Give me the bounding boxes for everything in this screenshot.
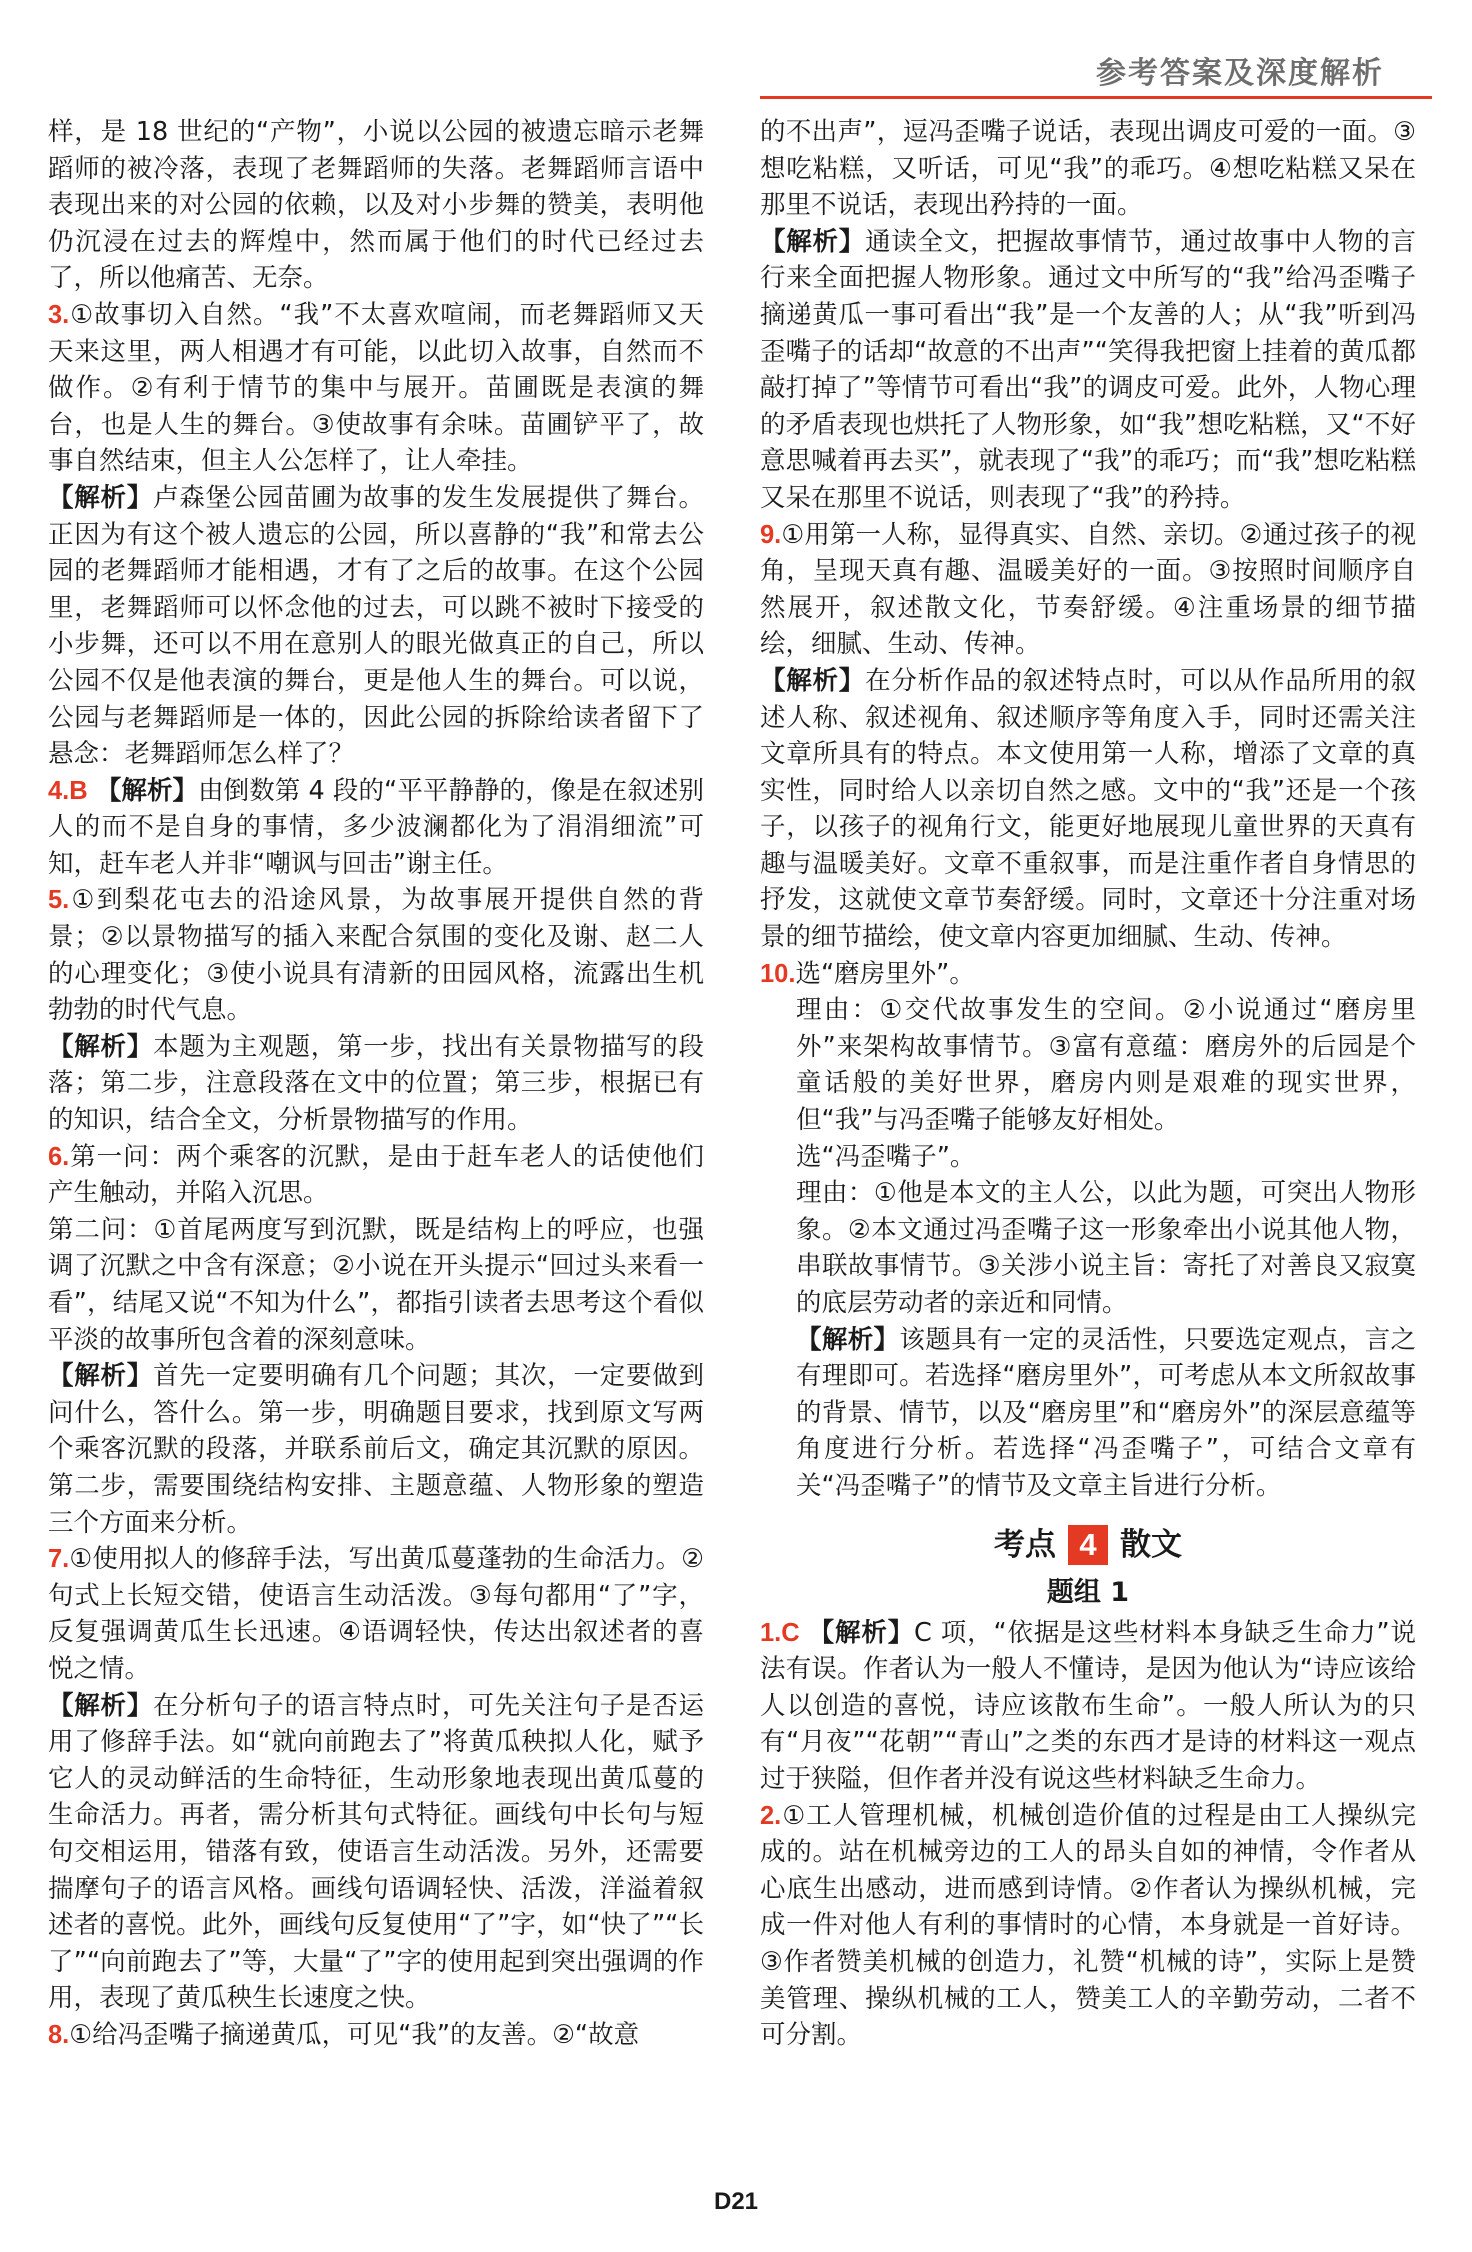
analysis-text: 首先一定要明确有几个问题；其次，一定要做到问什么，答什么。第一步，明确题目要求，找到原文写两个乘客沉默的段落，并联系前后文，确定其沉默的原因。第二步，需要围绕结构安排、主题意蕴、人物形象的塑造三个方面来分析。 — [48, 1361, 704, 1538]
header-rule — [760, 96, 1432, 99]
answer-item-6 — [48, 1139, 704, 1542]
analysis-tag: 【解析】 — [796, 1324, 900, 1355]
answer-item-4 — [48, 773, 704, 883]
answer-item-s2 — [760, 1798, 1416, 2054]
group-heading: 题组 1 — [1046, 1576, 1130, 1608]
item-number: 6. — [48, 1142, 70, 1171]
answer-item-s1 — [760, 1615, 1416, 1798]
analysis-tag: 【解析】 — [48, 482, 154, 513]
analysis-tag: 【解析】 — [48, 1690, 154, 1721]
analysis-tag: 【解析】 — [760, 226, 866, 257]
item-number: 10. — [760, 959, 796, 988]
analysis-text: 在分析句子的语言特点时，可先关注句子是否运用了修辞手法。如“就向前跑去了”将黄瓜秧拟人化，赋予它人的灵动鲜活的生命特征，生动形象地表现出黄瓜蔓的生命活力。再者，需分析其句式特征。画线句中长句与短句交相运用，错落有致，使语言生动活泼。另外，还需要揣摩句子的语言风格。画线句语调轻快、活泼，洋溢着叙述者的喜悦。此外，画线句反复使用“了”字，如“快了”“长了”“向前跑去了”等，大量“了”字的使用起到突出强调的作用，表现了黄瓜秧生长速度之快。 — [48, 1690, 704, 2014]
analysis-text: 该题具有一定的灵活性，只要选定观点，言之有理即可。若选择“磨房里外”，可考虑从本文所叙故事的背景、情节，以及“磨房里”和“磨房外”的深层意蕴等角度进行分析。若选择“冯歪嘴子”，可结合文章有关“冯歪嘴子”的情节及文章主旨进行分析。 — [796, 1324, 1416, 1501]
item-number: 8. — [48, 2020, 70, 2049]
item-number: 9. — [760, 520, 782, 549]
answer-8-continued: 的不出声”，逗冯歪嘴子说话，表现出调皮可爱的一面。③想吃粘糕，又听话，可见“我”的乖巧。④想吃粘糕又呆在那里不说话，表现出矜持的一面。 — [760, 117, 1416, 221]
analysis-text: 由倒数第 4 段的“平平静静的，像是在叙述别人的而不是自身的事情，多少波澜都化为了涓涓细流”可知，赶车老人并非“嘲讽与回击”谢主任。 — [48, 775, 704, 879]
analysis-text: 卢森堡公园苗圃为故事的发生发展提供了舞台。正因为有这个被人遗忘的公园，所以喜静的“我”和常去公园的老舞蹈师才能相遇，才有了之后的故事。在这个公园里，老舞蹈师可以怀念他的过去，可以跳不被时下接受的小步舞，还可以不用在意别人的眼光做真正的自己，所以公园不仅是他表演的舞台，更是他人生的舞台。可以说，公园与老舞蹈师是一体的，因此公园的拆除给读者留下了悬念：老舞蹈师怎么样了？ — [48, 482, 704, 770]
analysis-tag: 【解析】 — [808, 1617, 915, 1648]
page-number: D21 — [713, 2188, 759, 2215]
choice-1: 选“磨房里外”。 — [795, 958, 975, 989]
item-number: 3. — [48, 300, 70, 329]
answer-text: ①用第一人称，显得真实、自然、亲切。②通过孩子的视角，呈现天真有趣、温暖美好的一面。③按照时间顺序自然展开，叙述散文化，节奏舒缓。④注重场景的细节描绘，细腻、生动、传神。 — [760, 519, 1416, 660]
item-number: 7. — [48, 1545, 70, 1574]
analysis-text: 通读全文，把握故事情节，通过故事中人物的言行来全面把握人物形象。通过文中所写的“我”给冯歪嘴子摘递黄瓜一事可看出“我”是一个友善的人；从“我”听到冯歪嘴子的话却“故意的不出声”“笑得我把窗上挂着的黄瓜都敲打掉了”等情节可看出“我”的调皮可爱。此外，人物心理的矛盾表现也烘托了人物形象，如“我”想吃粘糕，又“不好意思喊着再去买”，就表现了“我”的乖巧；而“我”想吃粘糕又呆在那里不说话，则表现了“我”的矜持。 — [760, 226, 1416, 513]
answer-text: ①工人管理机械，机械创造价值的过程是由工人操纵完成的。站在机械旁边的工人的昂头自如的神情，令作者从心底生出感动，进而感到诗情。②作者认为操纵机械，完成一件对他人有利的事情时的心情，本身就是一首好诗。③作者赞美机械的创造力，礼赞“机械的诗”，实际上是赞美管理、操纵机械的工人，赞美工人的辛勤劳动，二者不可分割。 — [760, 1800, 1416, 2051]
answer-text: ①给冯歪嘴子摘递黄瓜，可见“我”的友善。②“故意 — [69, 2019, 640, 2050]
answer-choice: B — [69, 776, 88, 805]
analysis-text: C 项，“依据是这些材料本身缺乏生命力”说法有误。作者认为一般人不懂诗，是因为他认为“诗应该给人以创造的喜悦，诗应该散布生命”。一般人所认为的只有“月夜”“花朝”“青山”之类的东西才是诗的材料这一观点过于狭隘，但作者并没有说这些材料缺乏生命力。 — [760, 1617, 1416, 1794]
analysis-text: 在分析作品的叙述特点时，可以从作品所用的叙述人称、叙述视角、叙述顺序等角度入手，同时还需关注文章所具有的特点。本文使用第一人称，增添了文章的真实性，同时给人以亲切自然之感。文中的“我”还是一个孩子，以孩子的视角行文，能更好地展现儿童世界的天真有趣与温暖美好。文章不重叙事，而是注重作者自身情思的抒发，这就使文章节奏舒缓。同时，文章还十分注重对场景的细节描绘，使文章内容更加细腻、生动、传神。 — [760, 665, 1416, 953]
analysis-tag: 【解析】 — [48, 1031, 154, 1062]
item-number: 2. — [760, 1801, 782, 1830]
page-header — [0, 0, 1472, 92]
answer-item-3 — [48, 297, 704, 773]
answer-text: ①故事切入自然。“我”不太喜欢喧闹，而老舞蹈师又天天来这里，两人相遇才有可能，以此切入故事，自然而不做作。②有利于情节的集中与展开。苗圃既是表演的舞台，也是人生的舞台。③使故事有余味。苗圃铲平了，故事自然结束，但主人公怎样了，让人牵挂。 — [48, 299, 704, 477]
answer-text-part1: 第一问：两个乘客的沉默，是由于赶车老人的话使他们产生触动，并陷入沉思。 — [48, 1141, 704, 1209]
item-number: 5. — [48, 886, 70, 915]
item-number: 4. — [48, 776, 70, 805]
section-heading — [760, 1523, 1416, 1567]
choice-2: 选“冯歪嘴子”。 — [796, 1141, 976, 1172]
analysis-tag: 【解析】 — [48, 1361, 154, 1392]
right-column — [760, 114, 1416, 2054]
section-number-badge: 4 — [1068, 1525, 1108, 1565]
reason-2: 理由：①他是本文的主人公，以此为题，可突出人物形象。②本文通过冯歪嘴子这一形象牵出小说其他人物，串联故事情节。③关涉小说主旨：寄托了对善良又寂寞的底层劳动者的亲近和同情。 — [796, 1178, 1416, 1318]
answer-text: ①使用拟人的修辞手法，写出黄瓜蔓蓬勃的生命活力。②句式上长短交错，使语言生动活泼。③每句都用“了”字，反复强调黄瓜生长迅速。④语调轻快，传达出叙述者的喜悦之情。 — [48, 1544, 704, 1684]
section-prefix: 考点 — [994, 1526, 1056, 1563]
item-number: 1. — [760, 1618, 782, 1647]
answer-item-7 — [48, 1541, 704, 2017]
answer-text-part2: 第二问：①首尾两度写到沉默，既是结构上的呼应，也强调了沉默之中含有深意；②小说在开头提示“回过头来看一看”，结尾又说“不知为什么”，都指引读者去思考这个看似平淡的故事所包含着的深刻意味。 — [48, 1214, 704, 1355]
analysis-tag: 【解析】 — [95, 775, 199, 806]
answer-choice: C — [781, 1618, 800, 1647]
analysis-tag: 【解析】 — [760, 665, 866, 696]
analysis-text: 本题为主观题，第一步，找出有关景物描写的段落；第二步，注意段落在文中的位置；第三步，根据已有的知识，结合全文，分析景物描写的作用。 — [48, 1031, 704, 1136]
answer-item-10 — [760, 956, 1416, 1505]
section-title: 散文 — [1120, 1526, 1182, 1563]
answer-item-8 — [48, 2017, 704, 2054]
intro-paragraph: 样，是 18 世纪的“产物”，小说以公园的被遗忘暗示老舞蹈师的被冷落，表现了老舞蹈师的失落。老舞蹈师言语中表现出来的对公园的依赖，以及对小步舞的赞美，表明他仍沉浸在过去的辉煌中，然而属于他们的时代已经过去了，所以他痛苦、无奈。 — [48, 117, 704, 294]
answer-text: ①到梨花屯去的沿途风景，为故事展开提供自然的背景；②以景物描写的插入来配合氛围的变化及谢、赵二人的心理变化；③使小说具有清新的田园风格，流露出生机勃勃的时代气息。 — [48, 885, 704, 1026]
left-column — [48, 114, 704, 2053]
answer-item-5 — [48, 882, 704, 1138]
answer-item-9 — [760, 517, 1416, 956]
reason-1: 理由：①交代故事发生的空间。②小说通过“磨房里外”来架构故事情节。③富有意蕴：磨房外的后园是个童话般的美好世界，磨房内则是艰难的现实世界，但“我”与冯歪嘴子能够友好相处。 — [796, 995, 1416, 1136]
header-title: 参考答案及深度解析 — [1096, 56, 1384, 91]
